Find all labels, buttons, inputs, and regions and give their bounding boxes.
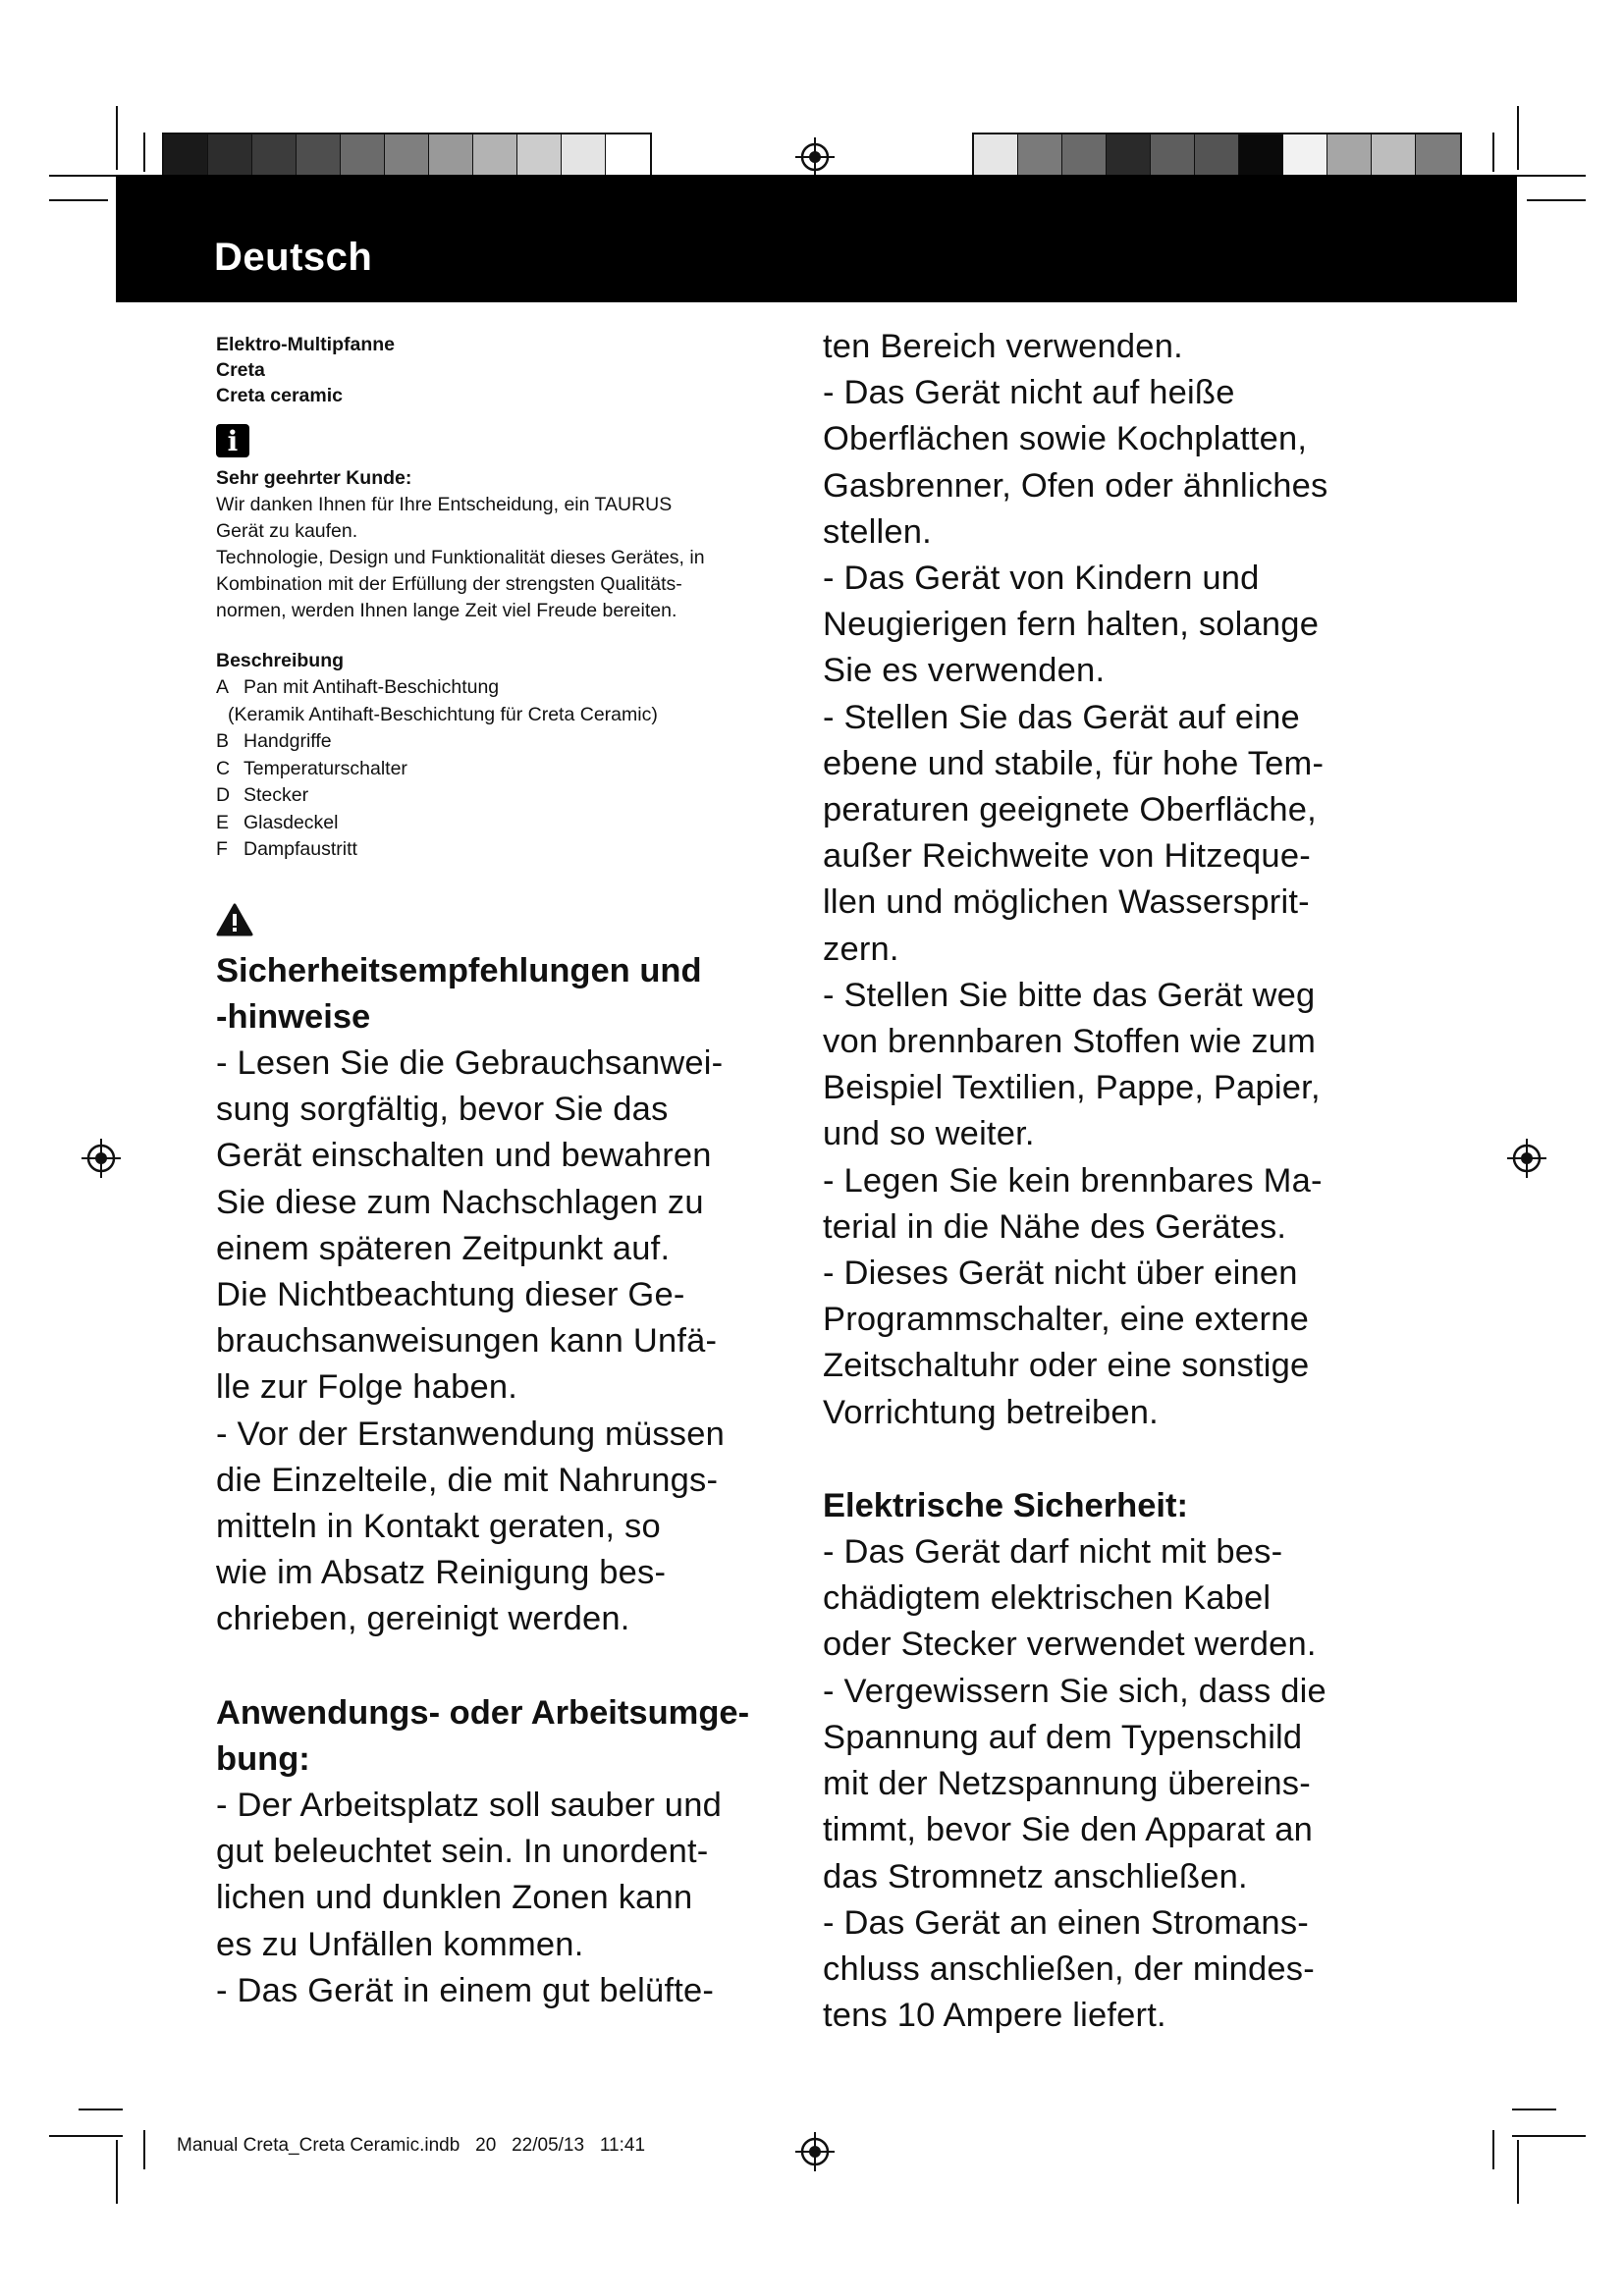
part-label: Dampfaustritt: [244, 838, 357, 860]
text-line: Programmschalter, eine externe: [823, 1301, 1309, 1339]
text-line: - Das Gerät an einen Stromans-: [823, 1903, 1309, 1942]
page-title: Deutsch: [214, 236, 373, 279]
text-line: die Einzelteile, die mit Nahrungs-: [216, 1461, 719, 1499]
crop-mark: [1512, 2109, 1556, 2110]
parts-list-item: [216, 756, 795, 783]
text-line: Beispiel Textilien, Pappe, Papier,: [823, 1069, 1321, 1107]
text-line: lichen und dunklen Zonen kann: [216, 1879, 693, 1917]
parts-list: [216, 674, 795, 864]
work-area-heading-line: Anwendungs- oder Arbeitsumge-: [216, 1693, 750, 1732]
crop-mark: [1492, 2130, 1494, 2169]
color-swatch: [1327, 134, 1372, 180]
greeting-salutation: Sehr geehrter Kunde:: [216, 467, 412, 489]
greeting-text: [216, 492, 795, 624]
work-area-heading: [216, 1690, 795, 1783]
color-swatch: [606, 134, 650, 180]
color-swatch: [208, 134, 252, 180]
text-line: einem späteren Zeitpunkt auf.: [216, 1229, 671, 1267]
crop-mark: [79, 2109, 123, 2110]
part-label: Handgriffe: [244, 730, 332, 752]
work-area-heading-line: bung:: [216, 1739, 310, 1778]
part-letter: E: [216, 811, 230, 833]
part-label: Glasdeckel: [244, 811, 339, 833]
work-area-text: [216, 1783, 795, 2014]
color-swatch: [1416, 134, 1460, 180]
crop-mark: [49, 175, 123, 177]
text-line: von brennbaren Stoffen wie zum: [823, 1023, 1317, 1061]
crop-mark: [49, 2135, 123, 2137]
registration-mark-icon: [1507, 1139, 1546, 1178]
text-line: - Dieses Gerät nicht über einen: [823, 1255, 1298, 1293]
crop-mark: [1512, 175, 1586, 177]
text-line: ten Bereich verwenden.: [823, 328, 1183, 365]
description-title: Beschreibung: [216, 650, 345, 671]
product-model: Creta ceramic: [216, 385, 343, 406]
text-line: - Der Arbeitsplatz soll sauber und: [216, 1786, 722, 1824]
color-swatch: [1372, 134, 1416, 180]
part-label: Pan mit Antihaft-Beschichtung: [244, 676, 500, 698]
registration-mark-icon: [81, 1139, 121, 1178]
part-letter: B: [216, 730, 230, 752]
text-line: Sie es verwenden.: [823, 652, 1106, 690]
text-line: Zeitschaltuhr oder eine sonstige: [823, 1347, 1310, 1385]
safety-text-continued: [823, 324, 1412, 1436]
color-swatch: [297, 134, 341, 180]
crop-mark: [1512, 2135, 1586, 2137]
text-line: Gerät einschalten und bewahren: [216, 1137, 712, 1175]
text-line: lle zur Folge haben.: [216, 1368, 518, 1407]
text-line: - Stellen Sie bitte das Gerät weg: [823, 976, 1316, 1014]
text-line: mitteln in Kontakt geraten, so: [216, 1507, 661, 1545]
color-swatch: [517, 134, 562, 180]
print-slug: Manual Creta_Creta Ceramic.indb 20 22/05/13 11:41: [177, 2135, 646, 2156]
text-line: tens 10 Ampere liefert.: [823, 1997, 1166, 2035]
crop-mark: [1517, 2140, 1519, 2204]
part-letter: A: [216, 676, 230, 698]
crop-mark: [49, 199, 108, 201]
text-line: - Stellen Sie das Gerät auf eine: [823, 698, 1300, 736]
text-line: - Legen Sie kein brennbares Ma-: [823, 1161, 1323, 1200]
color-swatch: [164, 134, 208, 180]
text-line: Wir danken Ihnen für Ihre Entscheidung, ein TAURUS: [216, 494, 673, 515]
crop-mark: [116, 2140, 118, 2204]
text-line: zern.: [823, 930, 899, 968]
parts-list-item: [216, 782, 795, 810]
text-line: - Das Gerät darf nicht mit bes-: [823, 1533, 1283, 1572]
part-letter: F: [216, 838, 228, 860]
color-swatch: [974, 134, 1018, 180]
text-line: - Das Gerät in einem gut belüfte-: [216, 1971, 715, 2009]
warning-icon: [216, 903, 253, 936]
color-swatch: [341, 134, 385, 180]
part-letter: C: [216, 757, 231, 779]
text-line: und so weiter.: [823, 1115, 1035, 1153]
product-category: Elektro-Multipfanne: [216, 334, 396, 355]
registration-mark-icon: [795, 2132, 835, 2171]
text-line: brauchsanweisungen kann Unfä-: [216, 1322, 718, 1361]
parts-list-item: [216, 810, 795, 837]
text-line: - Lesen Sie die Gebrauchsanwei-: [216, 1043, 724, 1082]
crop-mark: [1517, 106, 1519, 170]
crop-mark: [116, 106, 118, 170]
color-swatch: [1107, 134, 1151, 180]
text-line: Neugierigen fern halten, solange: [823, 606, 1320, 644]
color-swatch: [473, 134, 517, 180]
text-line: - Vor der Erstanwendung müssen: [216, 1415, 726, 1453]
part-label: (Keramik Antihaft-Beschichtung für Creta Ceramic): [228, 703, 658, 725]
color-swatch: [1239, 134, 1283, 180]
crop-mark: [1492, 133, 1494, 172]
text-line: es zu Unfällen kommen.: [216, 1925, 584, 1963]
text-line: stellen.: [823, 512, 932, 551]
text-line: ebene und stabile, für hohe Tem-: [823, 744, 1325, 782]
text-line: mit der Netzspannung übereins-: [823, 1765, 1311, 1803]
part-letter: D: [216, 784, 231, 806]
text-line: Sie diese zum Nachschlagen zu: [216, 1183, 704, 1221]
safety-heading-line: -hinweise: [216, 997, 371, 1036]
text-line: das Stromnetz anschließen.: [823, 1857, 1248, 1896]
text-line: außer Reichweite von Hitzeque-: [823, 837, 1311, 876]
text-line: gut beleuchtet sein. In unordent-: [216, 1833, 709, 1871]
text-line: normen, werden Ihnen lange Zeit viel Freude bereiten.: [216, 600, 677, 621]
text-line: Vorrichtung betreiben.: [823, 1393, 1159, 1431]
electrical-heading: Elektrische Sicherheit:: [823, 1486, 1188, 1524]
color-swatch: [429, 134, 473, 180]
right-column: [823, 324, 1412, 2039]
text-line: oder Stecker verwendet werden.: [823, 1626, 1317, 1664]
info-icon: i: [216, 424, 249, 457]
color-swatch: [1283, 134, 1327, 180]
left-column: [216, 332, 795, 2014]
registration-mark-icon: [795, 137, 835, 177]
crop-mark: [143, 133, 145, 172]
parts-list-item: [216, 836, 795, 864]
crop-mark: [1527, 199, 1586, 201]
part-label: Stecker: [244, 784, 309, 806]
parts-list-item: [216, 674, 795, 702]
text-line: Spannung auf dem Typenschild: [823, 1718, 1303, 1756]
text-line: timmt, bevor Sie den Apparat an: [823, 1811, 1314, 1849]
crop-mark: [143, 2130, 145, 2169]
text-line: Gerät zu kaufen.: [216, 520, 358, 542]
text-line: sung sorgfältig, bevor Sie das: [216, 1091, 669, 1129]
text-line: wie im Absatz Reinigung bes-: [216, 1554, 667, 1592]
parts-list-item: [216, 702, 795, 729]
color-swatch: [562, 134, 606, 180]
color-swatch: [1062, 134, 1107, 180]
color-swatch: [1195, 134, 1239, 180]
color-swatch: [1018, 134, 1062, 180]
text-line: chluss anschließen, der mindes-: [823, 1949, 1315, 1988]
text-line: - Das Gerät nicht auf heiße: [823, 374, 1235, 412]
text-line: Kombination mit der Erfüllung der strengsten Qualitäts-: [216, 573, 682, 595]
parts-list-item: [216, 728, 795, 756]
safety-heading: [216, 948, 795, 1041]
text-line: peraturen geeignete Oberfläche,: [823, 791, 1317, 829]
safety-text: [216, 1041, 795, 1643]
language-header-band: [116, 175, 1517, 302]
text-line: chädigtem elektrischen Kabel: [823, 1579, 1272, 1618]
text-line: chrieben, gereinigt werden.: [216, 1600, 630, 1638]
color-swatch: [1151, 134, 1195, 180]
color-swatch: [385, 134, 429, 180]
part-label: Temperaturschalter: [244, 757, 407, 779]
text-line: Oberflächen sowie Kochplatten,: [823, 420, 1308, 458]
text-line: Technologie, Design und Funktionalität dieses Gerätes, in: [216, 547, 705, 568]
part-letter: [216, 702, 228, 729]
safety-heading-line: Sicherheitsempfehlungen und: [216, 951, 702, 989]
text-line: Gasbrenner, Ofen oder ähnliches: [823, 466, 1328, 505]
color-swatch: [252, 134, 297, 180]
text-line: llen und möglichen Wassersprit-: [823, 883, 1310, 922]
electrical-safety-text: [823, 1529, 1412, 2039]
text-line: - Das Gerät von Kindern und: [823, 560, 1260, 598]
product-model: Creta: [216, 359, 265, 381]
text-line: terial in die Nähe des Gerätes.: [823, 1207, 1287, 1246]
text-line: Die Nichtbeachtung dieser Ge-: [216, 1275, 685, 1313]
text-line: - Vergewissern Sie sich, dass die: [823, 1672, 1326, 1710]
